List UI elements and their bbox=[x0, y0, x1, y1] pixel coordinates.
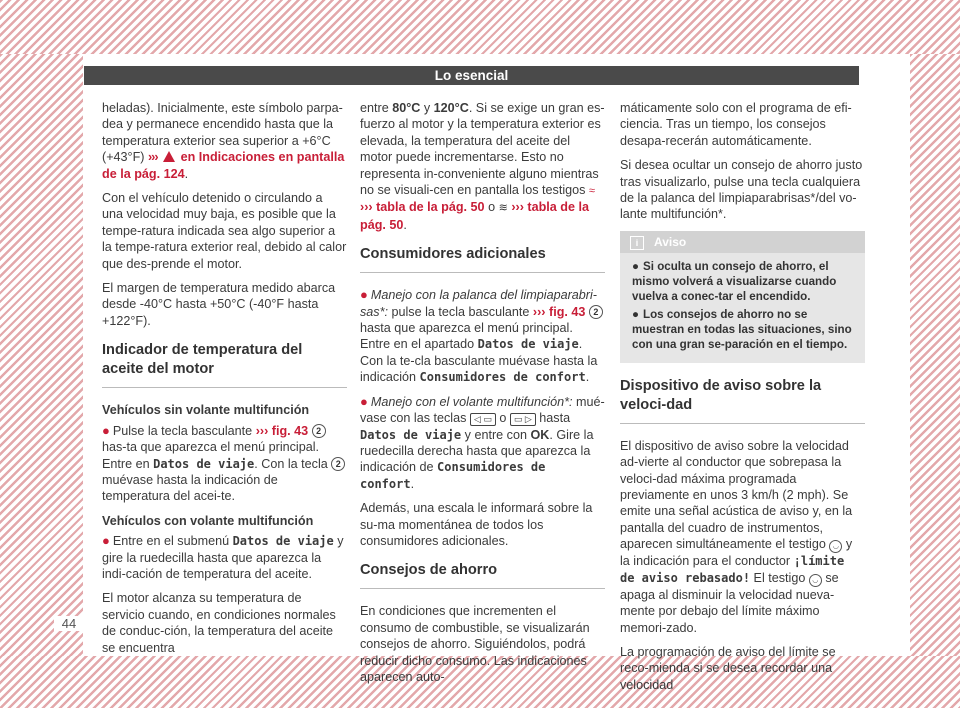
section-heading-saving-tips: Consejos de ahorro bbox=[360, 561, 605, 589]
paragraph: El dispositivo de aviso sobre la velocidad ad-vierte al conductor que sobrepasa la veloci-dad máxima programada previamente en unos 3 km/h (2 mph). Se emite una señal acústica de aviso y, en la pantalla del cuadro de instrumentos, aparecen simultáneamente el testigo ◡ y la indicación para el conductor ¡límite de aviso rebasado! El testigo ◡ se apaga al disminuir la velocidad nueva-mente por debajo del límite máximo memori-zado. bbox=[620, 438, 853, 635]
page-header: Lo esencial bbox=[84, 66, 859, 85]
info-icon: i bbox=[630, 236, 644, 250]
column-3 bbox=[620, 100, 865, 701]
callout-number: 2 bbox=[312, 424, 326, 438]
bullet-icon: ● bbox=[360, 393, 368, 409]
warning-triangle-icon bbox=[163, 151, 175, 162]
section-heading-consumers: Consumidores adicionales bbox=[360, 245, 605, 273]
paragraph: En condiciones que incrementen el consumo de combustible, se visualizarán consejos de ahorro. Siguiéndolos, podrá reducir dicho consumo. Las indicaciones aparecen auto- bbox=[360, 604, 590, 684]
paragraph: heladas). Inicialmente, este símbolo parpa-dea y permanece encendido hasta que la temperatura exterior sea superior a +6°C (+43°F) ››› en Indicaciones en pantalla de la pág. 124. bbox=[102, 101, 345, 181]
oil-temp-warning-icon: ≈ bbox=[588, 185, 595, 198]
link-table-p50[interactable]: ››› tabla de la pág. 50 bbox=[360, 200, 485, 215]
paragraph: Además, una escala le informará sobre la su-ma momentánea de todos los consumidores adicionales. bbox=[360, 501, 593, 548]
paragraph: La programación de aviso del límite se reco-mienda si se desea recordar una velocidad bbox=[620, 644, 836, 692]
bullet-icon: ● bbox=[360, 287, 368, 303]
paragraph: El margen de temperatura medido abarca desde -40°C hasta +50°C (-40°F hasta +122°F). bbox=[102, 281, 336, 328]
link-table-p50[interactable]: ››› tabla de la pág. 50 bbox=[360, 200, 589, 232]
notice-bullet: ● Si oculta un consejo de ahorro, el mismo volverá a visualizarse cuando vuelva a conec-tar el encendido. bbox=[632, 259, 837, 303]
bullet-item: ● Entre en el submenú Datos de viaje y gire la ruedecilla hasta que aparezca la indi-cación de temperatura del aceite. bbox=[102, 533, 344, 581]
notice-bullet: ● Los consejos de ahorro no se muestran en todas las situaciones, sino con una gran se-paración en el tiempo. bbox=[632, 307, 852, 351]
column-2 bbox=[360, 100, 605, 693]
hatch-border-left bbox=[0, 54, 83, 656]
hatch-border-right bbox=[910, 54, 960, 656]
link-arrows[interactable]: ››› en Indicaciones en pantalla de la pág. 124 bbox=[102, 150, 345, 181]
section-heading-speed-warning: Dispositivo de aviso sobre la veloci-dad bbox=[620, 377, 865, 424]
section-heading-oil-temp: Indicador de temperatura del aceite del motor bbox=[102, 341, 347, 388]
bullet-item: ● Pulse la tecla basculante ››› fig. 43 2 has-ta que aparezca el menú principal. Entre en Datos de viaje. Con la tecla 2 muévase hasta la indicación de temperatura del acei-te. bbox=[102, 423, 347, 505]
bullet-icon: ● bbox=[102, 422, 110, 438]
paragraph: máticamente solo con el programa de efi-ciencia. Tras un tiempo, los consejos desapa-recerán automáticamente. bbox=[620, 101, 852, 148]
notice-body bbox=[620, 253, 865, 352]
subheading-multifunction: Vehículos con volante multifunción bbox=[102, 513, 314, 528]
oil-level-icon: ≋ bbox=[498, 202, 508, 215]
notice-box bbox=[620, 231, 865, 363]
link-fig-43[interactable]: ››› fig. 43 bbox=[532, 304, 586, 319]
column-1 bbox=[102, 100, 347, 664]
page-number: 44 bbox=[54, 616, 84, 631]
paragraph: Con el vehículo detenido o circulando a una velocidad muy baja, es posible que la tempe-ratura indicada sea algo superior a la tempe-ratura exterior real, debido al calor que des-prende el motor. bbox=[102, 191, 347, 271]
paragraph: entre 80°C y 120°C. Si se exige un gran es-fuerzo al motor y la temperatura exterior es elevada, la temperatura del aceite del motor puede incrementarse. Esto no representa in-conveniente alguno mientras no se visuali-cen en pantalla los testigos ≈ ››› tabla de la pág. 50 o ≋ ››› tabla de la pág. 50. bbox=[360, 101, 605, 232]
key-right-icon: ▭ ▷ bbox=[510, 413, 536, 426]
key-left-icon: ◁ ▭ bbox=[470, 413, 496, 426]
paragraph: Si desea ocultar un consejo de ahorro justo tras visualizarlo, pulse una tecla cualquiera de la palanca del limpiaparabrisas*/del vo-lante multifunción*. bbox=[620, 158, 863, 222]
callout-number: 2 bbox=[331, 457, 345, 471]
callout-number: 2 bbox=[589, 305, 603, 319]
link-fig-43[interactable]: ››› fig. 43 bbox=[255, 423, 309, 438]
hatch-border-top bbox=[0, 0, 960, 54]
paragraph: El motor alcanza su temperatura de servicio cuando, en condiciones normales de conduc-ción, la temperatura del aceite se encuentra bbox=[102, 591, 336, 655]
subheading-no-multifunction: Vehículos sin volante multifunción bbox=[102, 403, 310, 418]
bullet-icon: ● bbox=[102, 533, 110, 549]
speed-warning-icon: ◡ bbox=[809, 574, 822, 587]
bullet-item: ● Manejo con el volante multifunción*: mué-vase con las teclas ◁ ▭ o ▭ ▷ hasta Datos de viaje y entre con OK. Gire la ruedecilla derecha hasta que aparezca la indicación de Consumidores de confort. bbox=[360, 393, 605, 491]
notice-header: i Aviso bbox=[620, 231, 865, 253]
speed-warning-icon: ◡ bbox=[829, 540, 842, 553]
bullet-item: ● Manejo con la palanca del limpiaparabri-sas*: pulse la tecla basculante ››› fig. 43 2 hasta que aparezca el menú principal. Entre en el apartado Datos de viaje. Con la te-cla basculante muévase hasta la indicación Consumidores de confort. bbox=[360, 287, 605, 385]
